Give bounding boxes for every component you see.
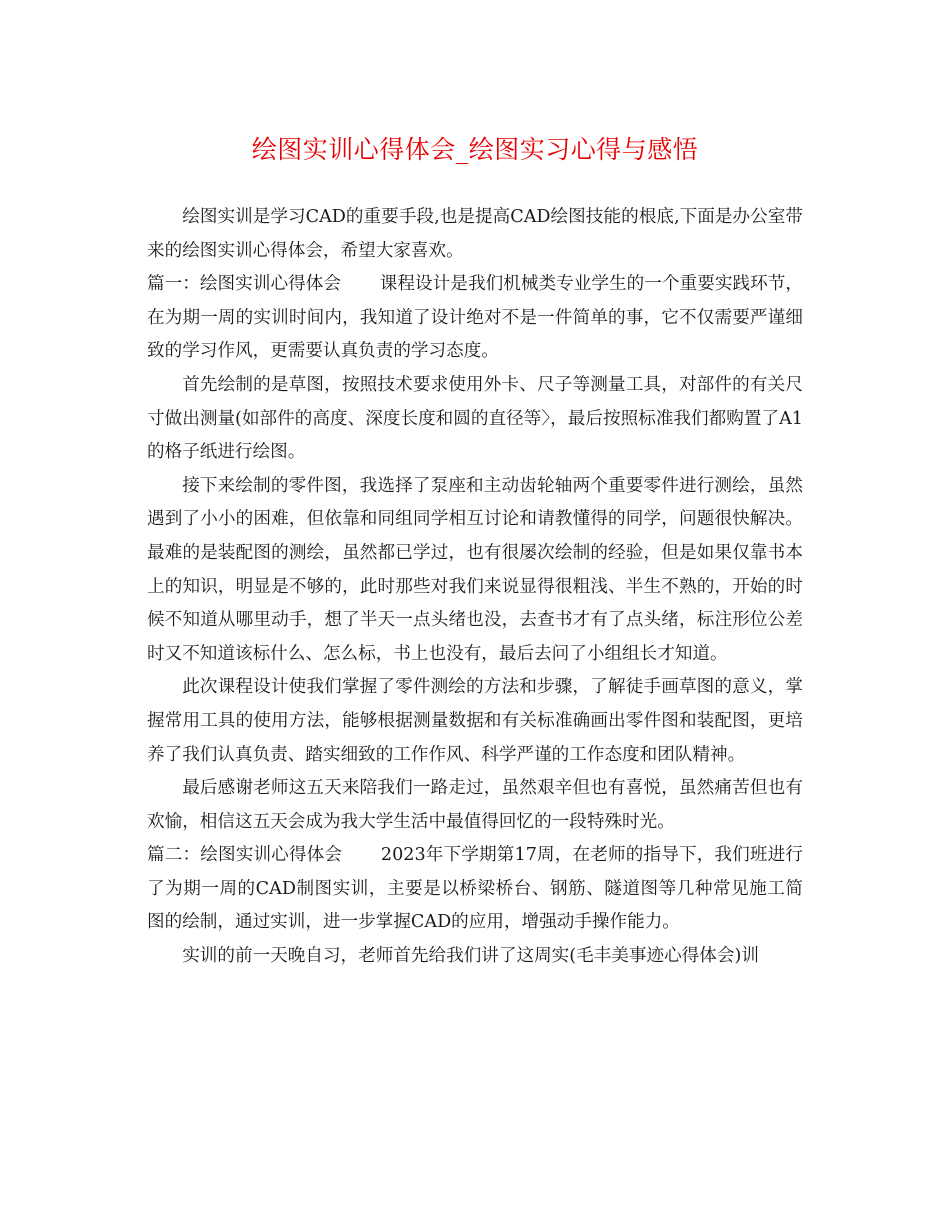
section1-first-paragraph: [147, 268, 803, 369]
document-body: [147, 201, 803, 974]
document-title: 绘图实训心得体会_绘图实习心得与感悟: [251, 135, 699, 164]
section1-lead: 课程设计是我们机械类专业学生的一个重要实践环节，在为期一周的实训时间内，我知道了设计绝对不是一件简单的事，它不仅需要严谨细致的学习作风，更需要认真负责的学习态度。: [147, 274, 803, 362]
section2-paragraph: 实训的前一天晚自习，老师首先给我们讲了这周实(毛丰美事迹心得体会)训: [182, 946, 759, 967]
section1-heading: 篇一：绘图实训心得体会: [147, 274, 341, 295]
section1-paragraph: 此次课程设计使我们掌握了零件测绘的方法和步骤，了解徒手画草图的意义，掌握常用工具的使用方法，能够根据测量数据和有关标准确画出零件图和装配图，更培养了我们认真负责、踏实细致的工作作风、科学严谨的工作态度和团队精神。: [147, 677, 803, 765]
section2-lead: 2023年下学期第17周，在老师的指导下，我们班进行了为期一周的CAD制图实训，主要是以桥梁桥台、钢筋、隧道图等几种常见施工简图的绘制，通过实训，进一步掌握CAD的应用，增强动手操作能力。: [147, 845, 803, 933]
section1-paragraph: 最后感谢老师这五天来陪我们一路走过，虽然艰辛但也有喜悦，虽然痛苦但也有欢愉，相信这五天会成为我大学生活中最值得回忆的一段特殊时光。: [147, 778, 803, 832]
section1-paragraph: 接下来绘制的零件图，我选择了泵座和主动齿轮轴两个重要零件进行测绘，虽然遇到了小小的困难，但依靠和同组同学相互讨论和请教懂得的同学，问题很快解决。最难的是装配图的测绘，虽然都已学过，也有很屡次绘制的经验，但是如果仅靠书本上的知识，明显是不够的，此时那些对我们来说显得很粗浅、半生不熟的，开始的时候不知道从哪里动手，想了半天一点头绪也没，去查书才有了点头绪，标注形位公差时又不知道该标什么、怎么标，书上也没有，最后去问了小组组长才知道。: [147, 475, 803, 664]
section2-heading: 篇二：绘图实训心得体会: [147, 845, 343, 866]
section1-paragraph: 首先绘制的是草图，按照技术要求使用外卡、尺子等测量工具，对部件的有关尺寸做出测量(如部件的高度、深度长度和圆的直径等〉，最后按照标准我们都购置了A1的格子纸进行绘图。: [147, 374, 803, 463]
intro-paragraph: 绘图实训是学习CAD的重要手段,也是提高CAD绘图技能的根底,下面是办公室带来的绘图实训心得体会，希望大家喜欢。: [147, 207, 803, 261]
section2-first-paragraph: [147, 839, 803, 940]
